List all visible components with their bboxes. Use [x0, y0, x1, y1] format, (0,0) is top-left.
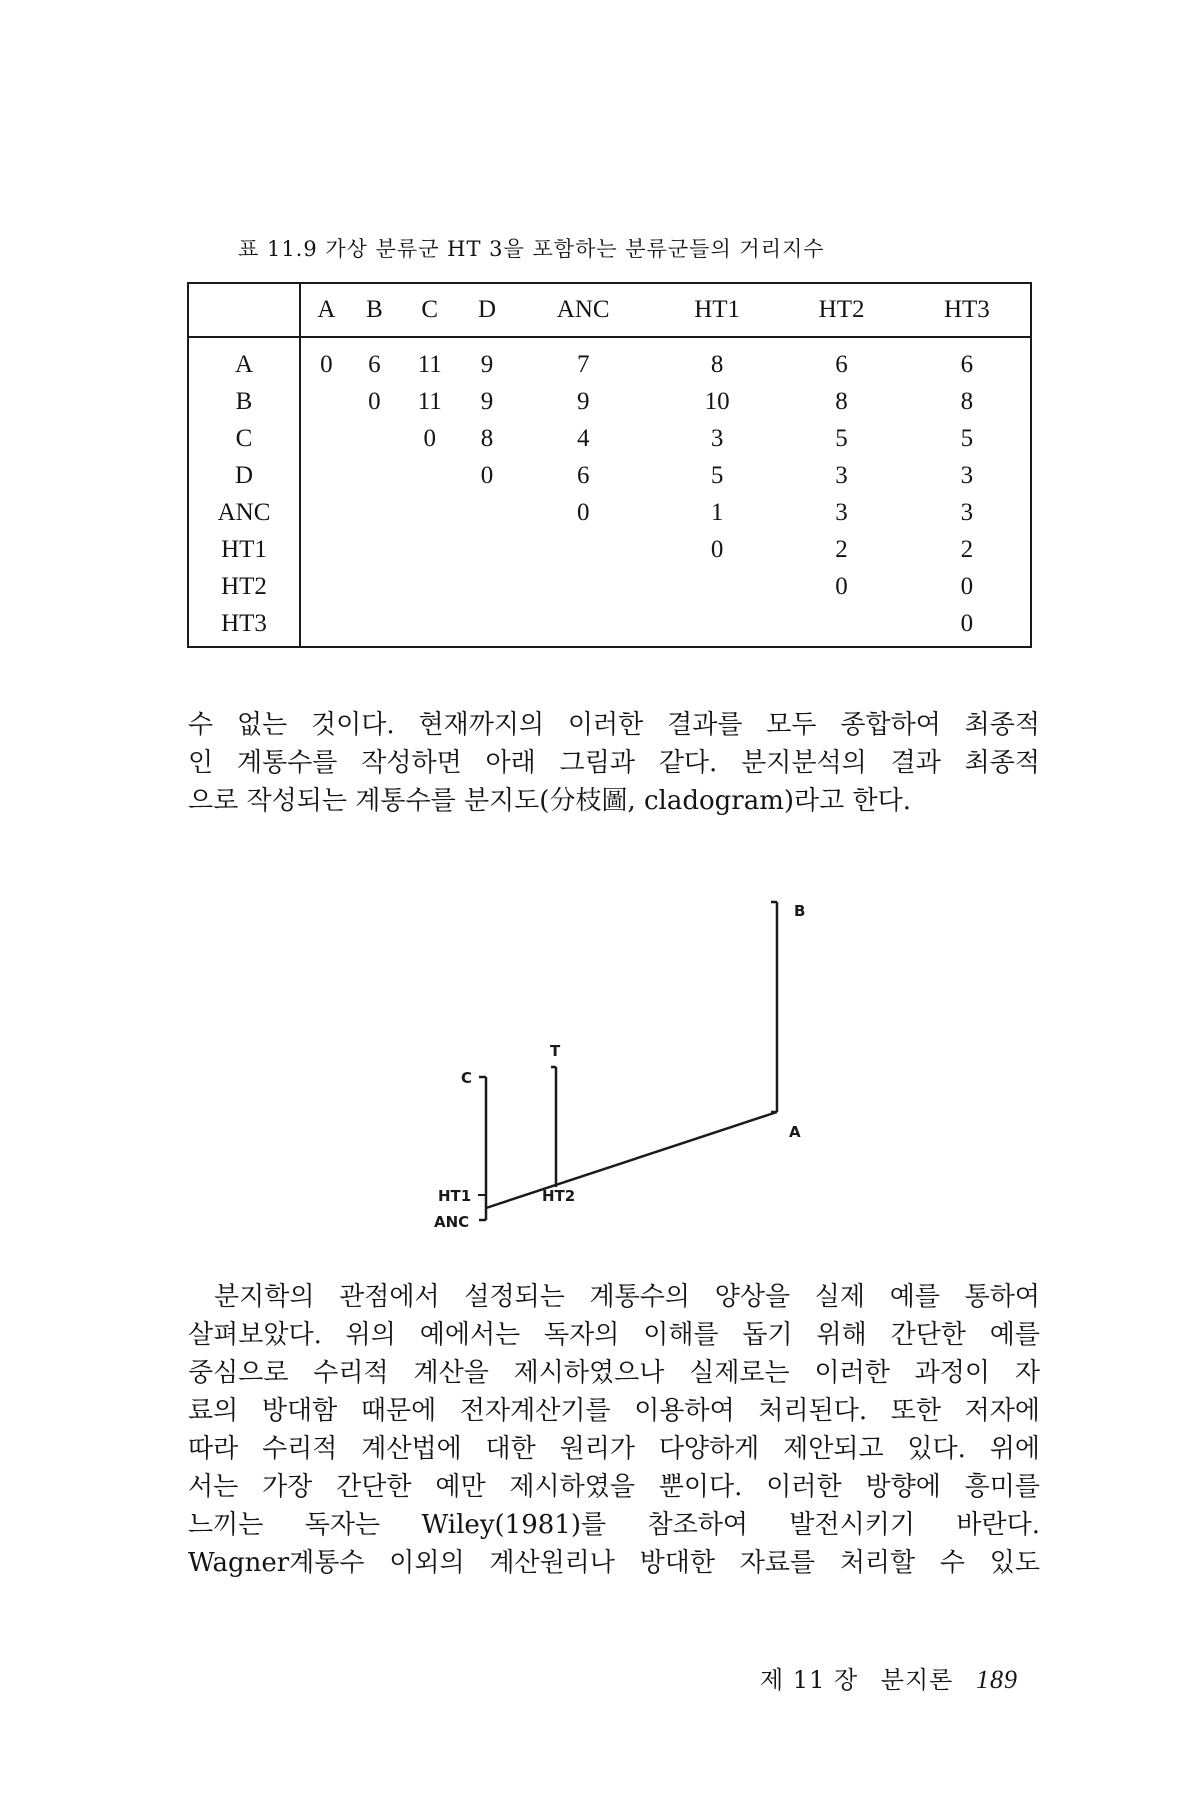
- label-anc: ANC: [434, 1213, 470, 1231]
- table-cell: 8: [710, 350, 724, 378]
- table-cell: 9: [480, 350, 494, 378]
- label-ht1: HT1: [438, 1187, 472, 1205]
- table-cell: 9: [480, 387, 494, 415]
- table-cell: [300, 531, 352, 568]
- table-cell: 0: [576, 498, 590, 526]
- table-cell: 0: [423, 424, 437, 452]
- table-cell: 6: [960, 350, 974, 378]
- table-cell: [300, 457, 352, 494]
- cladogram-figure: [400, 880, 840, 1240]
- table-cell: [397, 531, 462, 568]
- table-row: [188, 605, 1031, 647]
- text-line: 인 계통수를 작성하면 아래 그림과 같다. 분지분석의 결과 최종적: [188, 748, 1040, 778]
- row-header: A: [188, 337, 300, 383]
- row-header: HT2: [188, 568, 300, 605]
- table-cell: [352, 494, 397, 531]
- table-cell: 11: [417, 387, 442, 415]
- table-cell: [397, 605, 462, 647]
- table-cell: 11: [417, 350, 442, 378]
- label-t: T: [550, 1042, 561, 1060]
- table-cell: [462, 605, 511, 647]
- column-header: D: [462, 283, 511, 337]
- table-row: [188, 383, 1031, 420]
- table-cell: [352, 568, 397, 605]
- table-cell: 8: [960, 387, 974, 415]
- row-header: D: [188, 457, 300, 494]
- table-row: [188, 457, 1031, 494]
- table-caption: 표 11.9 가상 분류군 HT 3을 포함하는 분류군들의 거리지수: [238, 237, 825, 261]
- table-cell: [300, 605, 352, 647]
- table-cell: [300, 420, 352, 457]
- table-cell: [655, 568, 779, 605]
- table-cell: [300, 494, 352, 531]
- table-cell: 10: [704, 387, 730, 415]
- table-cell: 0: [710, 535, 724, 563]
- table-cell: 1: [710, 498, 724, 526]
- table-cell: [352, 531, 397, 568]
- table-cell: 9: [576, 387, 590, 415]
- table-cell: 5: [710, 461, 724, 489]
- table-cell: 6: [368, 350, 381, 378]
- table-cell: [655, 605, 779, 647]
- row-header: C: [188, 420, 300, 457]
- table-cell: 0: [835, 572, 848, 600]
- column-header: ANC: [512, 283, 655, 337]
- table-body: [188, 337, 1031, 647]
- table-cell: 8: [835, 387, 848, 415]
- table-cell: [352, 457, 397, 494]
- table-corner-cell: [188, 283, 300, 337]
- text-line: 살펴보았다. 위의 예에서는 독자의 이해를 돕기 위해 간단한 예를: [188, 1320, 1040, 1350]
- distance-table: [187, 282, 1032, 648]
- table-cell: [352, 605, 397, 647]
- column-header: HT2: [779, 283, 903, 337]
- column-header: A: [300, 283, 352, 337]
- table-cell: 0: [368, 387, 381, 415]
- label-ht2: HT2: [542, 1187, 576, 1205]
- page-footer: [746, 1660, 1018, 1695]
- table-row: [188, 568, 1031, 605]
- table-cell: [397, 494, 462, 531]
- paragraph-discussion: [188, 1278, 1040, 1582]
- row-header: HT1: [188, 531, 300, 568]
- text-line: 수 없는 것이다. 현재까지의 이러한 결과를 모두 종합하여 최종적: [188, 710, 1040, 740]
- label-a: A: [789, 1123, 801, 1141]
- footer-chapter-title: 분지론: [880, 1666, 954, 1694]
- table-row: [188, 531, 1031, 568]
- table-cell: 0: [960, 572, 974, 600]
- table-row: [188, 420, 1031, 457]
- column-header: HT3: [904, 283, 1031, 337]
- table-cell: [300, 568, 352, 605]
- table-cell: 0: [960, 609, 974, 637]
- table-cell: 3: [835, 461, 848, 489]
- table-cell: [462, 494, 511, 531]
- table-cell: 3: [710, 424, 724, 452]
- table-cell: [512, 531, 655, 568]
- table-cell: 2: [960, 535, 974, 563]
- table-cell: [397, 457, 462, 494]
- text-line: 서는 가장 간단한 예만 제시하였을 뿐이다. 이러한 방향에 흥미를: [188, 1472, 1040, 1502]
- text-line: 따라 수리적 계산법에 대한 원리가 다양하게 제안되고 있다. 위에: [188, 1434, 1040, 1464]
- table-cell: 3: [960, 498, 974, 526]
- text-line: 중심으로 수리적 계산을 제시하였으나 실제로는 이러한 과정이 자: [188, 1358, 1040, 1388]
- text-line: 으로 작성되는 계통수를 분지도(分枝圖, cladogram)라고 한다.: [188, 786, 912, 816]
- table-cell: 0: [480, 461, 494, 489]
- table-cell: [512, 568, 655, 605]
- text-line: Wagner계통수 이외의 계산원리나 방대한 자료를 처리할 수 있도: [188, 1548, 1040, 1578]
- table-cell: 5: [960, 424, 974, 452]
- text-line: 료의 방대함 때문에 전자계산기를 이용하여 처리된다. 또한 저자에: [188, 1396, 1040, 1426]
- table-cell: 7: [576, 350, 590, 378]
- row-header: ANC: [188, 494, 300, 531]
- footer-chapter: 제 11 장: [759, 1666, 859, 1694]
- column-header: HT1: [655, 283, 779, 337]
- table-cell: 4: [576, 424, 590, 452]
- table-cell: 3: [960, 461, 974, 489]
- branch-main: [486, 1112, 777, 1208]
- column-header: C: [397, 283, 462, 337]
- table-cell: 5: [835, 424, 848, 452]
- table-cell: [300, 383, 352, 420]
- table-cell: [462, 568, 511, 605]
- table-cell: [352, 420, 397, 457]
- paragraph-intro: [188, 706, 1040, 820]
- table-cell: [512, 605, 655, 647]
- table-row: [188, 337, 1031, 383]
- table-header-row: [188, 283, 1031, 337]
- table-cell: 2: [835, 535, 848, 563]
- text-line: 분지학의 관점에서 설정되는 계통수의 양상을 실제 예를 통하여: [214, 1282, 1040, 1312]
- table-cell: 3: [835, 498, 848, 526]
- row-header: HT3: [188, 605, 300, 647]
- label-c: C: [461, 1069, 473, 1087]
- text-line: 느끼는 독자는 Wiley(1981)를 참조하여 발전시키기 바란다.: [188, 1510, 1040, 1540]
- table-cell: 6: [835, 350, 848, 378]
- table-cell: 0: [320, 350, 333, 378]
- table-cell: [779, 605, 903, 647]
- table-cell: [462, 531, 511, 568]
- row-header: B: [188, 383, 300, 420]
- label-b: B: [794, 902, 806, 920]
- table-cell: [397, 568, 462, 605]
- page-number: 189: [976, 1665, 1018, 1694]
- table-cell: 6: [576, 461, 590, 489]
- column-header: B: [352, 283, 397, 337]
- table-cell: 8: [480, 424, 494, 452]
- table-row: [188, 494, 1031, 531]
